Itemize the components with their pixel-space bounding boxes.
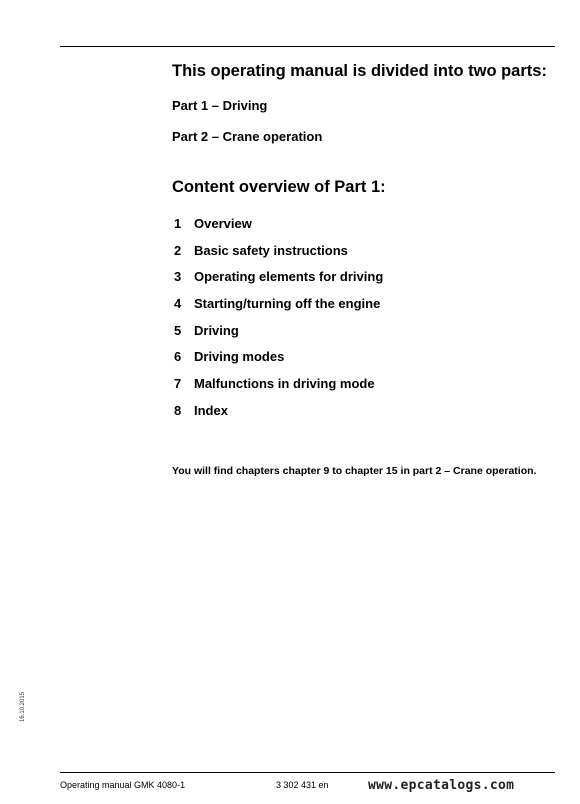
watermark-url: www.epcatalogs.com — [368, 778, 515, 793]
chapter-item — [174, 216, 383, 243]
chapter-number: 3 — [174, 269, 182, 285]
side-date: 16.10.2015 — [20, 691, 27, 723]
chapter-title: Basic safety instructions — [194, 242, 348, 258]
part-2-note: You will find chapters chapter 9 to chapter 15 in part 2 – Crane operation. — [172, 465, 537, 477]
chapter-number: 1 — [174, 216, 182, 231]
part-1-line: Part 1 – Driving — [172, 98, 268, 113]
chapter-number: 6 — [174, 349, 182, 365]
top-divider — [60, 46, 555, 47]
chapter-title: Driving modes — [194, 349, 285, 365]
chapter-title: Malfunctions in driving mode — [194, 376, 375, 392]
chapter-item — [174, 349, 383, 376]
chapter-title: Starting/turning off the engine — [194, 296, 381, 312]
chapter-number: 5 — [174, 322, 182, 338]
chapter-item — [174, 296, 383, 323]
overview-heading: Content overview of Part 1: — [172, 178, 386, 196]
chapter-item — [174, 403, 383, 430]
chapter-title: Index — [194, 402, 228, 418]
chapter-item — [174, 269, 383, 296]
chapter-item — [174, 376, 383, 403]
footer-manual-title: Operating manual GMK 4080-1 — [60, 780, 186, 790]
chapter-number: 2 — [174, 242, 182, 258]
chapter-item — [174, 243, 383, 270]
chapter-number: 4 — [174, 296, 182, 312]
chapter-title: Driving — [194, 322, 239, 338]
chapter-number: 7 — [174, 376, 182, 392]
chapter-item — [174, 323, 383, 350]
footer-document-code: 3 302 431 en — [276, 780, 329, 790]
chapter-number: 8 — [174, 402, 182, 418]
bottom-divider — [60, 772, 555, 773]
part-2-line: Part 2 – Crane operation — [172, 129, 323, 144]
intro-heading: This operating manual is divided into two parts: — [172, 62, 547, 80]
chapter-title: Operating elements for driving — [194, 269, 384, 285]
chapter-list — [174, 216, 383, 430]
chapter-title: Overview — [194, 216, 252, 231]
